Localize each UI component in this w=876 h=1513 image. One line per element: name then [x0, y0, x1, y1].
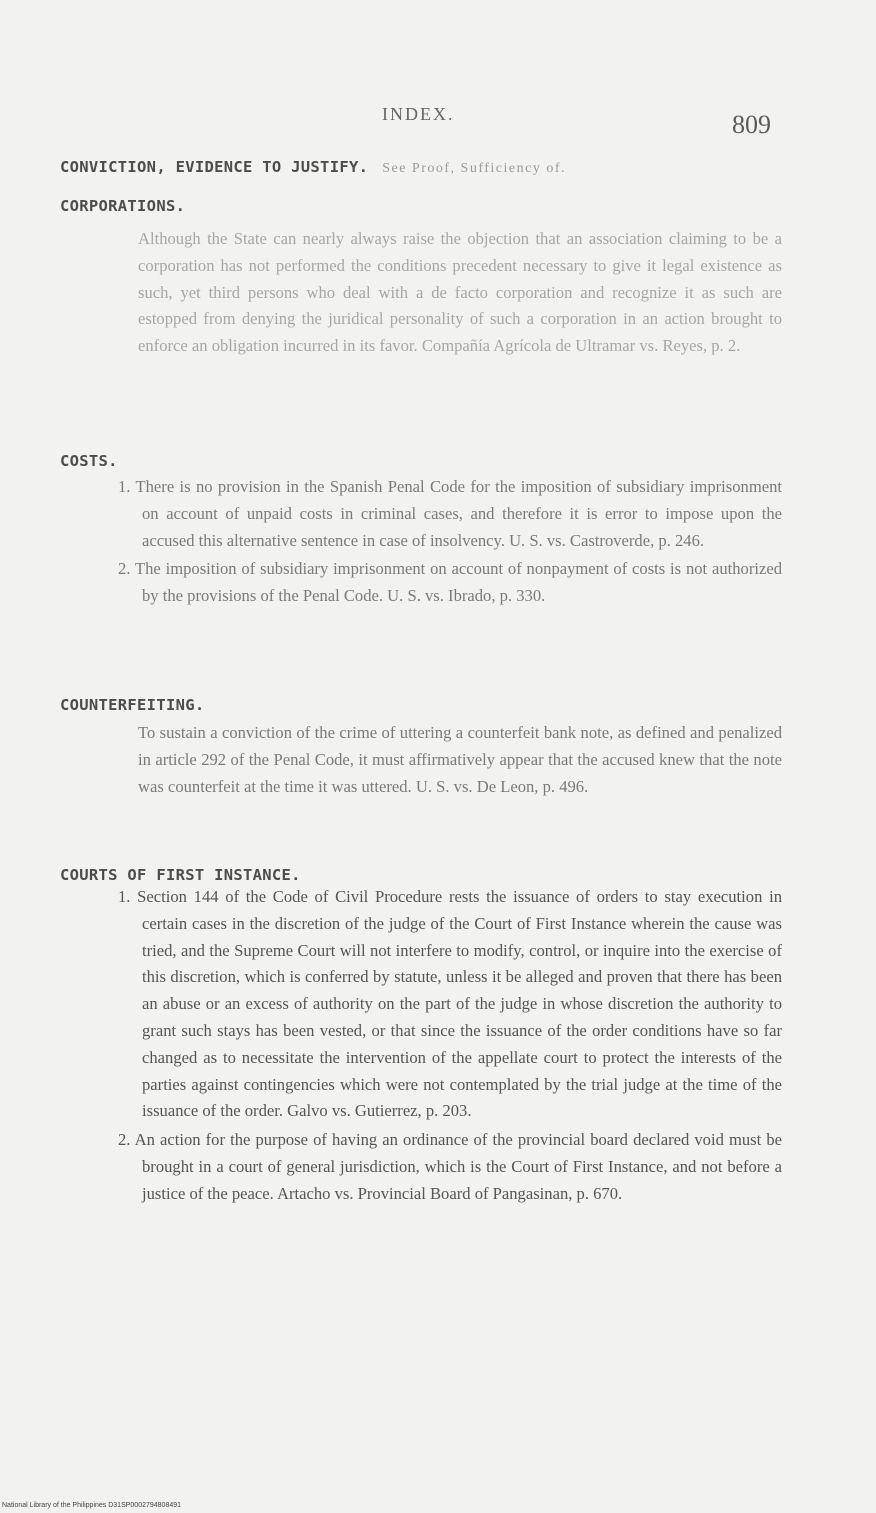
entry-body-counterfeiting — [118, 720, 782, 800]
entry-heading-conviction — [60, 158, 566, 177]
list-item: 2. The imposition of subsidiary imprisonment on account of nonpayment of costs is not authorized by the provisions of the Penal Code. U. S. vs. Ibrado, p. 330. — [118, 559, 782, 606]
entry-heading-courts: COURTS OF FIRST INSTANCE. — [60, 866, 301, 884]
page-number: 809 — [732, 110, 771, 139]
entry-body-corporations — [118, 226, 782, 360]
heading-text: CONVICTION, EVIDENCE TO JUSTIFY. — [60, 158, 369, 176]
paragraph: To sustain a conviction of the crime of uttering a counterfeit bank note, as defined and penalized in article 292 of the Penal Code, it must affirmatively appear that the accused knew that the note was counterfeit at the time it was uttered. U. S. vs. De Leon, p. 496. — [138, 723, 782, 796]
list-item: 2. An action for the purpose of having an ordinance of the provincial board declared void must be brought in a court of general jurisdiction, which is the Court of First Instance, and not before a justice of the peace. Artacho vs. Provincial Board of Pangasinan, p. 670. — [118, 1130, 782, 1203]
entry-heading-corporations: CORPORATIONS. — [60, 197, 186, 215]
archive-footer: National Library of the Philippines D31SP0002794808491 — [2, 1502, 182, 1509]
entry-heading-counterfeiting: COUNTERFEITING. — [60, 696, 205, 714]
see-reference: See Proof, Sufficiency of. — [382, 161, 566, 176]
list-item: 1. Section 144 of the Code of Civil Procedure rests the issuance of orders to stay execution in certain cases in the discretion of the judge of the Court of First Instance wherein the cause was tried, and the Supreme Court will not interfere to modify, control, or inquire into the exercise of this discretion, which is conferred by statute, unless it be alleged and proven that there has been an abuse or an excess of authority on the part of the judge in whose discretion the authority to grant such stays has been vested, or that since the issuance of the order conditions have so far changed as to necessitate the intervention of the appellate court to protect the interests of the parties against contingencies which were not contemplated by the trial judge at the time of the issuance of the order. Galvo vs. Gutierrez, p. 203. — [118, 887, 782, 1121]
entry-heading-costs: COSTS. — [60, 452, 118, 470]
list-item: 1. There is no provision in the Spanish Penal Code for the imposition of subsidiary imprisonment on account of unpaid costs in criminal cases, and therefore it is error to impose upon the accused this alternative sentence in case of insolvency. U. S. vs. Castroverde, p. 246. — [118, 477, 782, 550]
entry-body-costs — [118, 474, 782, 610]
paragraph: Although the State can nearly always raise the objection that an association claiming to be a corporation has not performed the conditions precedent necessary to give it legal existence as such, yet third persons who deal with a de facto corporation and recognize it as such are estopped from denying the juridical personality of such a corporation in an action brought to enforce an obligation incurred in its favor. Compañía Agrícola de Ultramar vs. Reyes, p. 2. — [138, 229, 782, 356]
running-header: INDEX. — [382, 104, 455, 124]
entry-body-courts — [118, 884, 782, 1208]
